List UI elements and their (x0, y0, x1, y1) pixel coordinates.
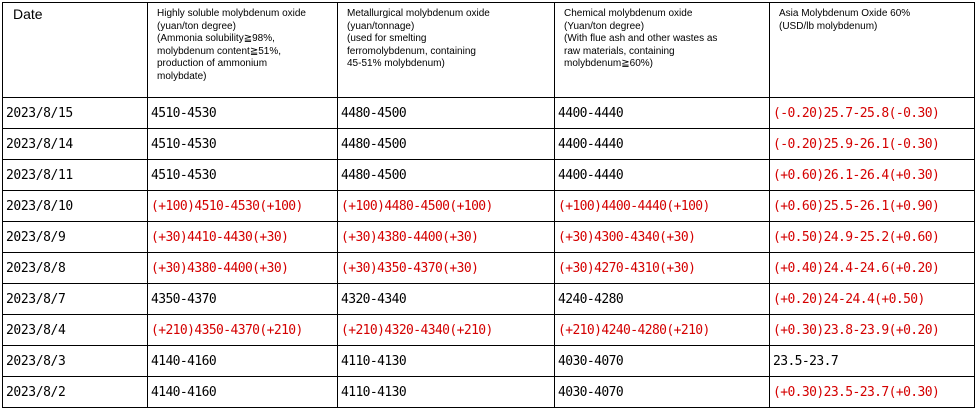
header-line: (yuan/ton degree) (157, 20, 236, 32)
metallurgical-price-cell: 4110-4130 (338, 377, 555, 408)
date-cell: 2023/8/2 (3, 377, 148, 408)
metallurgical-price-cell: (+210)4320-4340(+210) (338, 315, 555, 346)
header-highly-soluble-oxide (148, 3, 338, 98)
date-cell: 2023/8/14 (3, 129, 148, 160)
header-line: production of ammonium (157, 58, 268, 69)
header-row (3, 3, 975, 98)
highly-soluble-price-cell: (+30)4410-4430(+30) (148, 222, 338, 253)
table-row (3, 253, 975, 284)
chemical-price-cell: 4400-4440 (555, 160, 770, 191)
chemical-price-cell: 4030-4070 (555, 377, 770, 408)
highly-soluble-price-cell: (+210)4350-4370(+210) (148, 315, 338, 346)
date-cell: 2023/8/9 (3, 222, 148, 253)
highly-soluble-price-cell: (+100)4510-4530(+100) (148, 191, 338, 222)
header-line: molybdenum≧60%) (564, 58, 653, 69)
header-metallurgical-oxide (338, 3, 555, 98)
header-chemical-oxide (555, 3, 770, 98)
chemical-price-cell: 4400-4440 (555, 98, 770, 129)
chemical-price-cell: (+30)4270-4310(+30) (555, 253, 770, 284)
metallurgical-price-cell: 4480-4500 (338, 160, 555, 191)
asia-price-cell: (+0.50)24.9-25.2(+0.60) (770, 222, 975, 253)
table-row (3, 129, 975, 160)
table-row (3, 315, 975, 346)
table-row (3, 284, 975, 315)
metallurgical-price-cell: 4110-4130 (338, 346, 555, 377)
table-row (3, 98, 975, 129)
header-line: (USD/lb molybdenum) (779, 20, 878, 32)
table-body (3, 3, 975, 408)
header-line: (yuan/tonnage) (347, 20, 415, 32)
header-line: ferromolybdenum, containing (347, 45, 476, 57)
header-line: (used for smelting (347, 33, 427, 44)
asia-price-cell: (+0.40)24.4-24.6(+0.20) (770, 253, 975, 284)
metallurgical-price-cell: 4480-4500 (338, 98, 555, 129)
asia-price-cell: (+0.20)24-24.4(+0.50) (770, 284, 975, 315)
chemical-price-cell: (+210)4240-4280(+210) (555, 315, 770, 346)
highly-soluble-price-cell: 4350-4370 (148, 284, 338, 315)
chemical-price-cell: 4400-4440 (555, 129, 770, 160)
header-line: Metallurgical molybdenum oxide (347, 8, 490, 19)
highly-soluble-price-cell: 4510-4530 (148, 160, 338, 191)
asia-price-cell: (+0.30)23.5-23.7(+0.30) (770, 377, 975, 408)
asia-price-cell: (-0.20)25.9-26.1(-0.30) (770, 129, 975, 160)
asia-price-cell: (-0.20)25.7-25.8(-0.30) (770, 98, 975, 129)
header-line: (With flue ash and other wastes as (564, 33, 718, 44)
asia-price-cell: (+0.30)23.8-23.9(+0.20) (770, 315, 975, 346)
date-cell: 2023/8/4 (3, 315, 148, 346)
molybdenum-price-table (2, 2, 975, 408)
highly-soluble-price-cell: 4510-4530 (148, 98, 338, 129)
highly-soluble-price-cell: 4140-4160 (148, 346, 338, 377)
asia-price-cell: (+0.60)26.1-26.4(+0.30) (770, 160, 975, 191)
date-cell: 2023/8/7 (3, 284, 148, 315)
header-line: 45-51% molybdenum) (347, 58, 445, 69)
header-line: (Yuan/ton degree) (564, 20, 645, 32)
price-table-container (2, 2, 979, 406)
header-line: molybdenum content≧51%, (157, 45, 282, 57)
chemical-price-cell: 4240-4280 (555, 284, 770, 315)
highly-soluble-price-cell: (+30)4380-4400(+30) (148, 253, 338, 284)
header-line: (Ammonia solubility≧98%, (157, 33, 275, 44)
header-line: Chemical molybdenum oxide (564, 8, 693, 19)
metallurgical-price-cell: 4480-4500 (338, 129, 555, 160)
asia-price-cell: (+0.60)25.5-26.1(+0.90) (770, 191, 975, 222)
date-cell: 2023/8/8 (3, 253, 148, 284)
chemical-price-cell: (+30)4300-4340(+30) (555, 222, 770, 253)
date-cell: 2023/8/10 (3, 191, 148, 222)
date-cell: 2023/8/15 (3, 98, 148, 129)
highly-soluble-price-cell: 4140-4160 (148, 377, 338, 408)
chemical-price-cell: 4030-4070 (555, 346, 770, 377)
header-date: Date (3, 3, 148, 98)
header-asia-oxide (770, 3, 975, 98)
table-row (3, 191, 975, 222)
table-row (3, 222, 975, 253)
metallurgical-price-cell: (+100)4480-4500(+100) (338, 191, 555, 222)
metallurgical-price-cell: 4320-4340 (338, 284, 555, 315)
chemical-price-cell: (+100)4400-4440(+100) (555, 191, 770, 222)
header-line: Asia Molybdenum Oxide 60% (779, 8, 911, 19)
table-row (3, 377, 975, 408)
table-row (3, 160, 975, 191)
date-cell: 2023/8/11 (3, 160, 148, 191)
date-cell: 2023/8/3 (3, 346, 148, 377)
table-row (3, 346, 975, 377)
metallurgical-price-cell: (+30)4350-4370(+30) (338, 253, 555, 284)
asia-price-cell: 23.5-23.7 (770, 346, 975, 377)
header-line: Highly soluble molybdenum oxide (157, 8, 306, 19)
metallurgical-price-cell: (+30)4380-4400(+30) (338, 222, 555, 253)
header-line: raw materials, containing (564, 45, 675, 57)
header-line: molybdate) (157, 70, 207, 82)
highly-soluble-price-cell: 4510-4530 (148, 129, 338, 160)
